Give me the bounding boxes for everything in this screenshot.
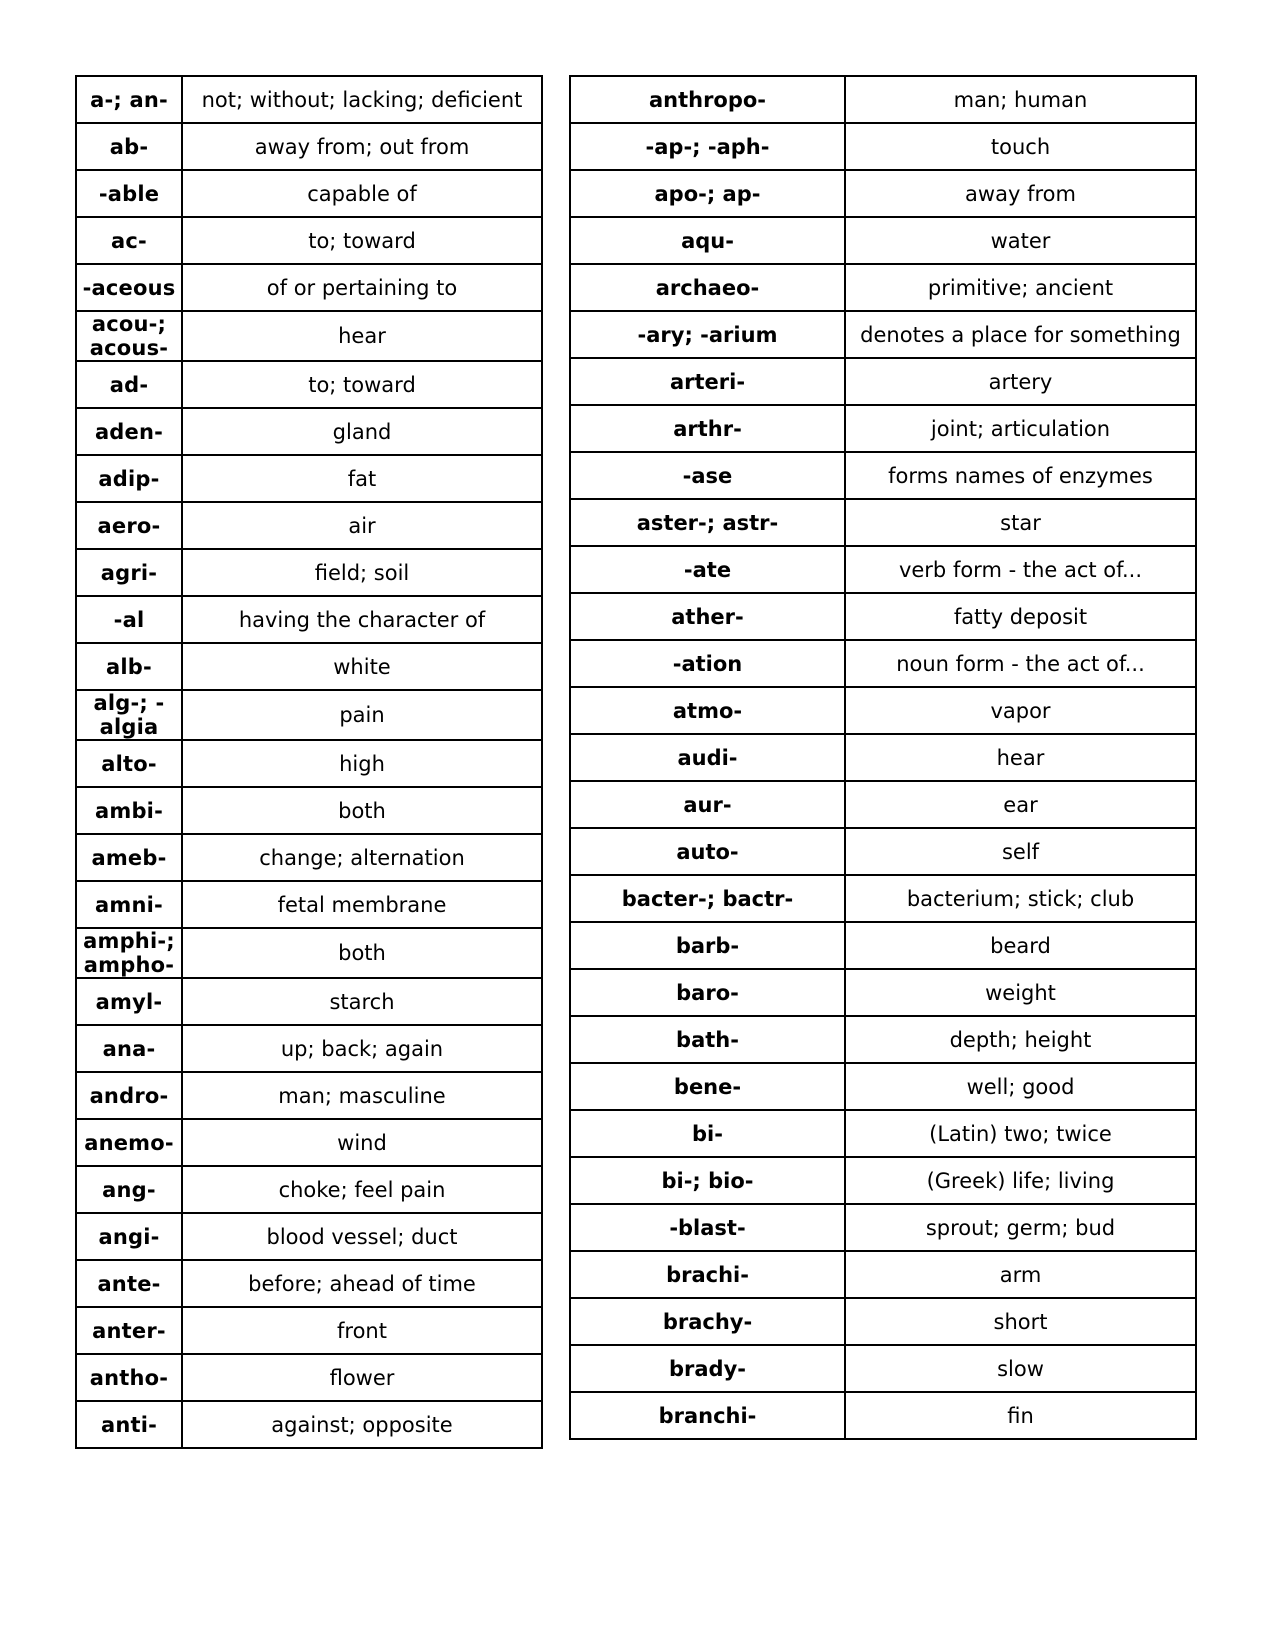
root-meaning: field; soil [182,549,542,596]
word-root: alb- [76,643,182,690]
table-row [570,217,1196,264]
table-row [570,922,1196,969]
root-meaning: verb form - the act of... [845,546,1196,593]
word-root: bath- [570,1016,845,1063]
table-row [76,1354,542,1401]
table-row [76,834,542,881]
table-row [76,978,542,1025]
root-meaning: choke; feel pain [182,1166,542,1213]
word-root: arteri- [570,358,845,405]
table-row [570,358,1196,405]
root-meaning: joint; articulation [845,405,1196,452]
root-meaning: fetal membrane [182,881,542,928]
table-row [76,502,542,549]
word-root: anti- [76,1401,182,1448]
root-meaning: fin [845,1392,1196,1439]
root-meaning: high [182,740,542,787]
root-meaning: change; alternation [182,834,542,881]
table-row [76,1119,542,1166]
table-row [76,123,542,170]
table-row [76,455,542,502]
word-roots-table-right [569,75,1197,1440]
word-root: bacter-; bactr- [570,875,845,922]
root-meaning: front [182,1307,542,1354]
word-root: brady- [570,1345,845,1392]
root-meaning: self [845,828,1196,875]
table-row [76,928,542,978]
table-row [76,1401,542,1448]
root-meaning: depth; height [845,1016,1196,1063]
root-meaning: hear [182,311,542,361]
table-row [76,1166,542,1213]
root-meaning: man; masculine [182,1072,542,1119]
word-root: brachi- [570,1251,845,1298]
root-meaning: to; toward [182,217,542,264]
table-row [76,1307,542,1354]
table-row [76,596,542,643]
root-meaning: air [182,502,542,549]
word-root: -ase [570,452,845,499]
table-row [570,311,1196,358]
root-meaning: denotes a place for something [845,311,1196,358]
word-root: bi- [570,1110,845,1157]
table-row [570,264,1196,311]
word-root: ambi- [76,787,182,834]
table-row [570,1345,1196,1392]
table-row [76,264,542,311]
table-row [570,640,1196,687]
word-root: ang- [76,1166,182,1213]
root-meaning: weight [845,969,1196,1016]
root-meaning: flower [182,1354,542,1401]
word-root: bene- [570,1063,845,1110]
word-root: adip- [76,455,182,502]
table-row [570,405,1196,452]
word-root: brachy- [570,1298,845,1345]
table-row [76,76,542,123]
word-root: -ap-; -aph- [570,123,845,170]
table-row [570,1063,1196,1110]
word-root: apo-; ap- [570,170,845,217]
root-meaning: up; back; again [182,1025,542,1072]
table-row [76,408,542,455]
word-root: ad- [76,361,182,408]
word-root: ante- [76,1260,182,1307]
word-root: andro- [76,1072,182,1119]
word-root: barb- [570,922,845,969]
word-root: ab- [76,123,182,170]
root-meaning: not; without; lacking; deficient [182,76,542,123]
word-root: -ary; -arium [570,311,845,358]
root-meaning: vapor [845,687,1196,734]
word-root: -ation [570,640,845,687]
word-root: atmo- [570,687,845,734]
root-meaning: touch [845,123,1196,170]
word-root: bi-; bio- [570,1157,845,1204]
word-root: anemo- [76,1119,182,1166]
word-root: ameb- [76,834,182,881]
table-row [570,452,1196,499]
root-meaning: white [182,643,542,690]
root-meaning: of or pertaining to [182,264,542,311]
root-meaning: artery [845,358,1196,405]
root-meaning: star [845,499,1196,546]
word-root: -ate [570,546,845,593]
root-meaning: both [182,787,542,834]
word-root: aden- [76,408,182,455]
word-root: anter- [76,1307,182,1354]
root-meaning: having the character of [182,596,542,643]
table-row [570,687,1196,734]
root-meaning: man; human [845,76,1196,123]
root-meaning: bacterium; stick; club [845,875,1196,922]
root-meaning: fat [182,455,542,502]
word-root: auto- [570,828,845,875]
word-root: aur- [570,781,845,828]
table-row [570,1016,1196,1063]
table-row [76,1213,542,1260]
table-row [76,549,542,596]
table-row [570,1110,1196,1157]
root-meaning: away from; out from [182,123,542,170]
root-meaning: short [845,1298,1196,1345]
table-row [570,170,1196,217]
word-root: audi- [570,734,845,781]
table-row [76,1025,542,1072]
root-meaning: pain [182,690,542,740]
table-row [570,875,1196,922]
word-root: anthropo- [570,76,845,123]
root-meaning: before; ahead of time [182,1260,542,1307]
root-meaning: sprout; germ; bud [845,1204,1196,1251]
root-meaning: fatty deposit [845,593,1196,640]
table-row [570,1204,1196,1251]
word-root: archaeo- [570,264,845,311]
word-root: aqu- [570,217,845,264]
root-meaning: arm [845,1251,1196,1298]
table-row [76,881,542,928]
word-roots-table-left [75,75,543,1449]
word-root: -aceous [76,264,182,311]
table-row [570,734,1196,781]
root-meaning: beard [845,922,1196,969]
word-root: alto- [76,740,182,787]
word-root: branchi- [570,1392,845,1439]
table-row [570,1392,1196,1439]
root-meaning: hear [845,734,1196,781]
word-root: arthr- [570,405,845,452]
table-row [76,1260,542,1307]
word-root: amyl- [76,978,182,1025]
table-row [76,311,542,361]
root-meaning: away from [845,170,1196,217]
table-row [570,593,1196,640]
root-meaning: starch [182,978,542,1025]
table-row [76,361,542,408]
root-meaning: (Latin) two; twice [845,1110,1196,1157]
table-row [570,1298,1196,1345]
root-meaning: capable of [182,170,542,217]
table-row [76,1072,542,1119]
table-row [76,217,542,264]
word-root: antho- [76,1354,182,1401]
root-meaning: gland [182,408,542,455]
table-row [76,643,542,690]
table-row [76,787,542,834]
table-row [76,690,542,740]
word-root: alg-; -algia [76,690,182,740]
root-meaning: slow [845,1345,1196,1392]
root-meaning: forms names of enzymes [845,452,1196,499]
table-row [570,546,1196,593]
table-row [570,123,1196,170]
table-row [570,499,1196,546]
root-meaning: noun form - the act of... [845,640,1196,687]
word-root: baro- [570,969,845,1016]
table-row [570,828,1196,875]
word-root: amphi-; ampho- [76,928,182,978]
table-row [570,781,1196,828]
root-meaning: water [845,217,1196,264]
root-meaning: to; toward [182,361,542,408]
word-root: a-; an- [76,76,182,123]
root-meaning: primitive; ancient [845,264,1196,311]
root-meaning: both [182,928,542,978]
root-meaning: blood vessel; duct [182,1213,542,1260]
root-meaning: (Greek) life; living [845,1157,1196,1204]
table-row [570,76,1196,123]
word-root: -al [76,596,182,643]
word-root: aero- [76,502,182,549]
word-root: amni- [76,881,182,928]
table-row [76,170,542,217]
table-row [570,969,1196,1016]
word-root: ac- [76,217,182,264]
word-root: -able [76,170,182,217]
root-meaning: ear [845,781,1196,828]
word-root: aster-; astr- [570,499,845,546]
word-root: ana- [76,1025,182,1072]
word-root: agri- [76,549,182,596]
word-root: angi- [76,1213,182,1260]
table-row [570,1157,1196,1204]
word-root: -blast- [570,1204,845,1251]
root-meaning: well; good [845,1063,1196,1110]
root-meaning: against; opposite [182,1401,542,1448]
word-root: ather- [570,593,845,640]
root-meaning: wind [182,1119,542,1166]
table-row [570,1251,1196,1298]
word-root: acou-; acous- [76,311,182,361]
table-row [76,740,542,787]
